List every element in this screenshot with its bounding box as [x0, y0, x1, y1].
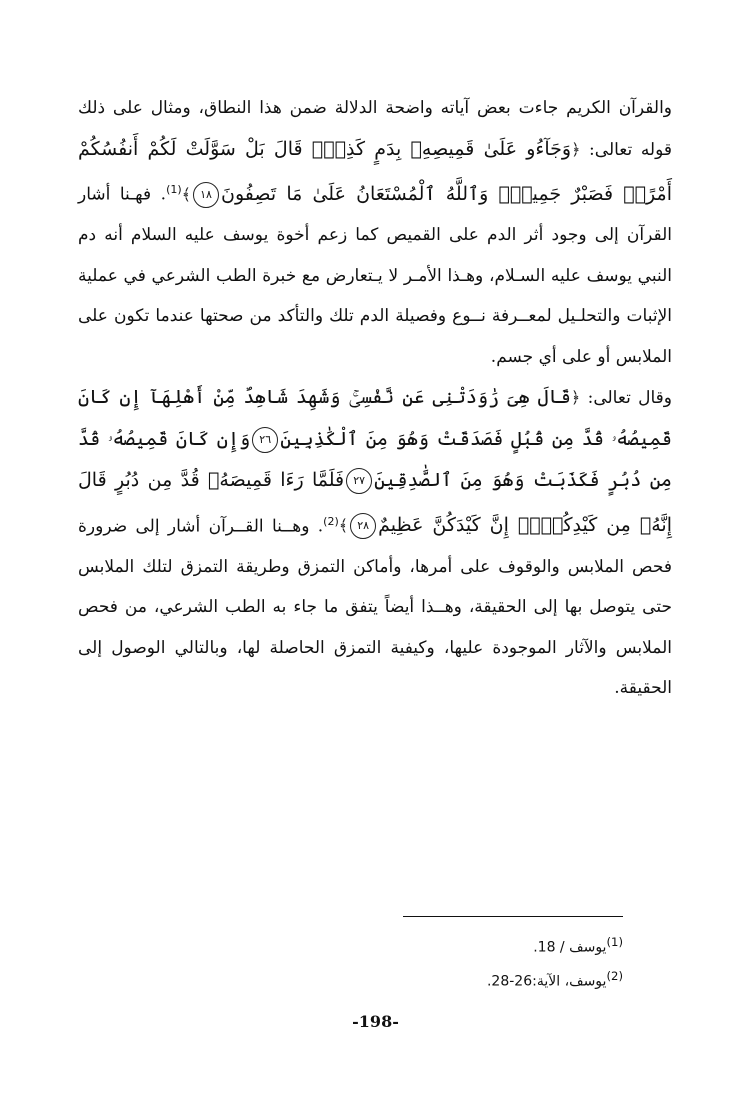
paragraph-1: [78, 88, 672, 377]
verse-open-bracket: ﴿: [570, 388, 581, 408]
footnote-separator: [403, 916, 623, 917]
footnote-ref-2[interactable]: (2): [323, 514, 339, 528]
verse-close-bracket: ﴾: [338, 516, 349, 536]
footnotes: [300, 928, 623, 995]
paragraph-1-intro: والقرآن الكريم جاءت بعض آياته واضحة الدلالة ضمن هذا النطاق، ومثال على ذلك قوله تعالى:: [78, 98, 673, 160]
verse-text-26: قَالَ هِىَ رَٰوَدَتْنِى عَن نَّفْسِىۚ وَشَهِدَ شَاهِدٌ مِّنْ أَهْلِهَآ إِن كَانَ قَمِيصُهُۥ قُدَّ مِن قُبُلٍ فَصَدَقَتْ وَهُوَ مِنَ ٱلْكَٰذِبِينَ: [78, 386, 672, 450]
footnote-mark: (1): [606, 935, 623, 949]
footnote-text: يوسف، الآية:26-28.: [486, 973, 607, 990]
quran-verse-yusuf-26-28: [78, 386, 672, 536]
footnote-1: [300, 928, 623, 962]
footnote-text: يوسف / 18.: [533, 939, 607, 956]
verse-text: وَجَآءُو عَلَىٰ قَمِيصِهِۦ بِدَمٍ كَذِبٍۚ قَالَ بَلْ سَوَّلَتْ لَكُمْ أَنفُسُكُمْ أَمْرًاۖ فَصَبْرٌ جَمِيلٌۖ وَٱللَّهُ ٱلْمُسْتَعَانُ عَلَىٰ مَا تَصِفُونَ: [78, 137, 672, 205]
footnote-mark: (2): [606, 968, 623, 983]
ayah-number-marker: ١٨: [193, 182, 219, 208]
page-number: -198-: [352, 1012, 399, 1031]
paragraph-2-rest: . وهــنا القــرآن أشار إلى ضرورة فحص الملابس والوقوف على أمرها، وأماكن التمزق وطريقة التمزق لتلك الملابس حتى يتوصل بها إلى الحقيقة، وهــذا أيضاً يتفق ما جاء به الطب الشرعي، من فحص الملابس والآثار الموجودة عليها، وكيفية التمزق الحاصلة لها، وبالتالي الوصول إلى الحقيقة.: [78, 516, 672, 699]
verse-close-bracket: ﴾: [181, 184, 192, 204]
ayah-number-marker: ٢٨: [350, 513, 376, 539]
ayah-number-marker: ٢٦: [252, 427, 278, 453]
footnote-ref-1[interactable]: (1): [166, 183, 182, 196]
ayah-number-marker: ٢٧: [346, 468, 372, 494]
verse-text-27: وَإِن كَانَ قَمِيصُهُۥ قُدَّ مِن دُبُرٍ فَكَذَبَتْ وَهُوَ مِنَ ٱلصَّٰدِقِينَ: [78, 427, 672, 492]
paragraph-2-intro: وقال تعالى:: [587, 388, 673, 409]
paragraph-2: [78, 377, 672, 709]
footnote-2: [300, 962, 623, 996]
body-text: [78, 88, 672, 709]
verse-text-28: فَلَمَّا رَءَا قَمِيصَهُۥ قُدَّ مِن دُبُرٍ قَالَ إِنَّهُۥ مِن كَيْدِكُنَّۖ إِنَّ كَيْدَكُنَّ عَظِيمٌ: [78, 469, 672, 537]
verse-open-bracket: ﴿: [571, 139, 581, 159]
paragraph-1-rest: . فهـنا أشار القرآن إلى وجود أثر الدم على القميص كما زعم أخوة يوسف عليه السلام أنه دم النبي يوسف عليه السـلام، وهـذا الأمـر لا يـتعارض مع خبرة الطب الشرعي في عملية الإثبات والتحلـيل لمعــرفة نــوع وفصيلة الدم تلك والتأكد من صحتها عندما تكون على الملابس أو على أي جسم.: [78, 184, 672, 367]
